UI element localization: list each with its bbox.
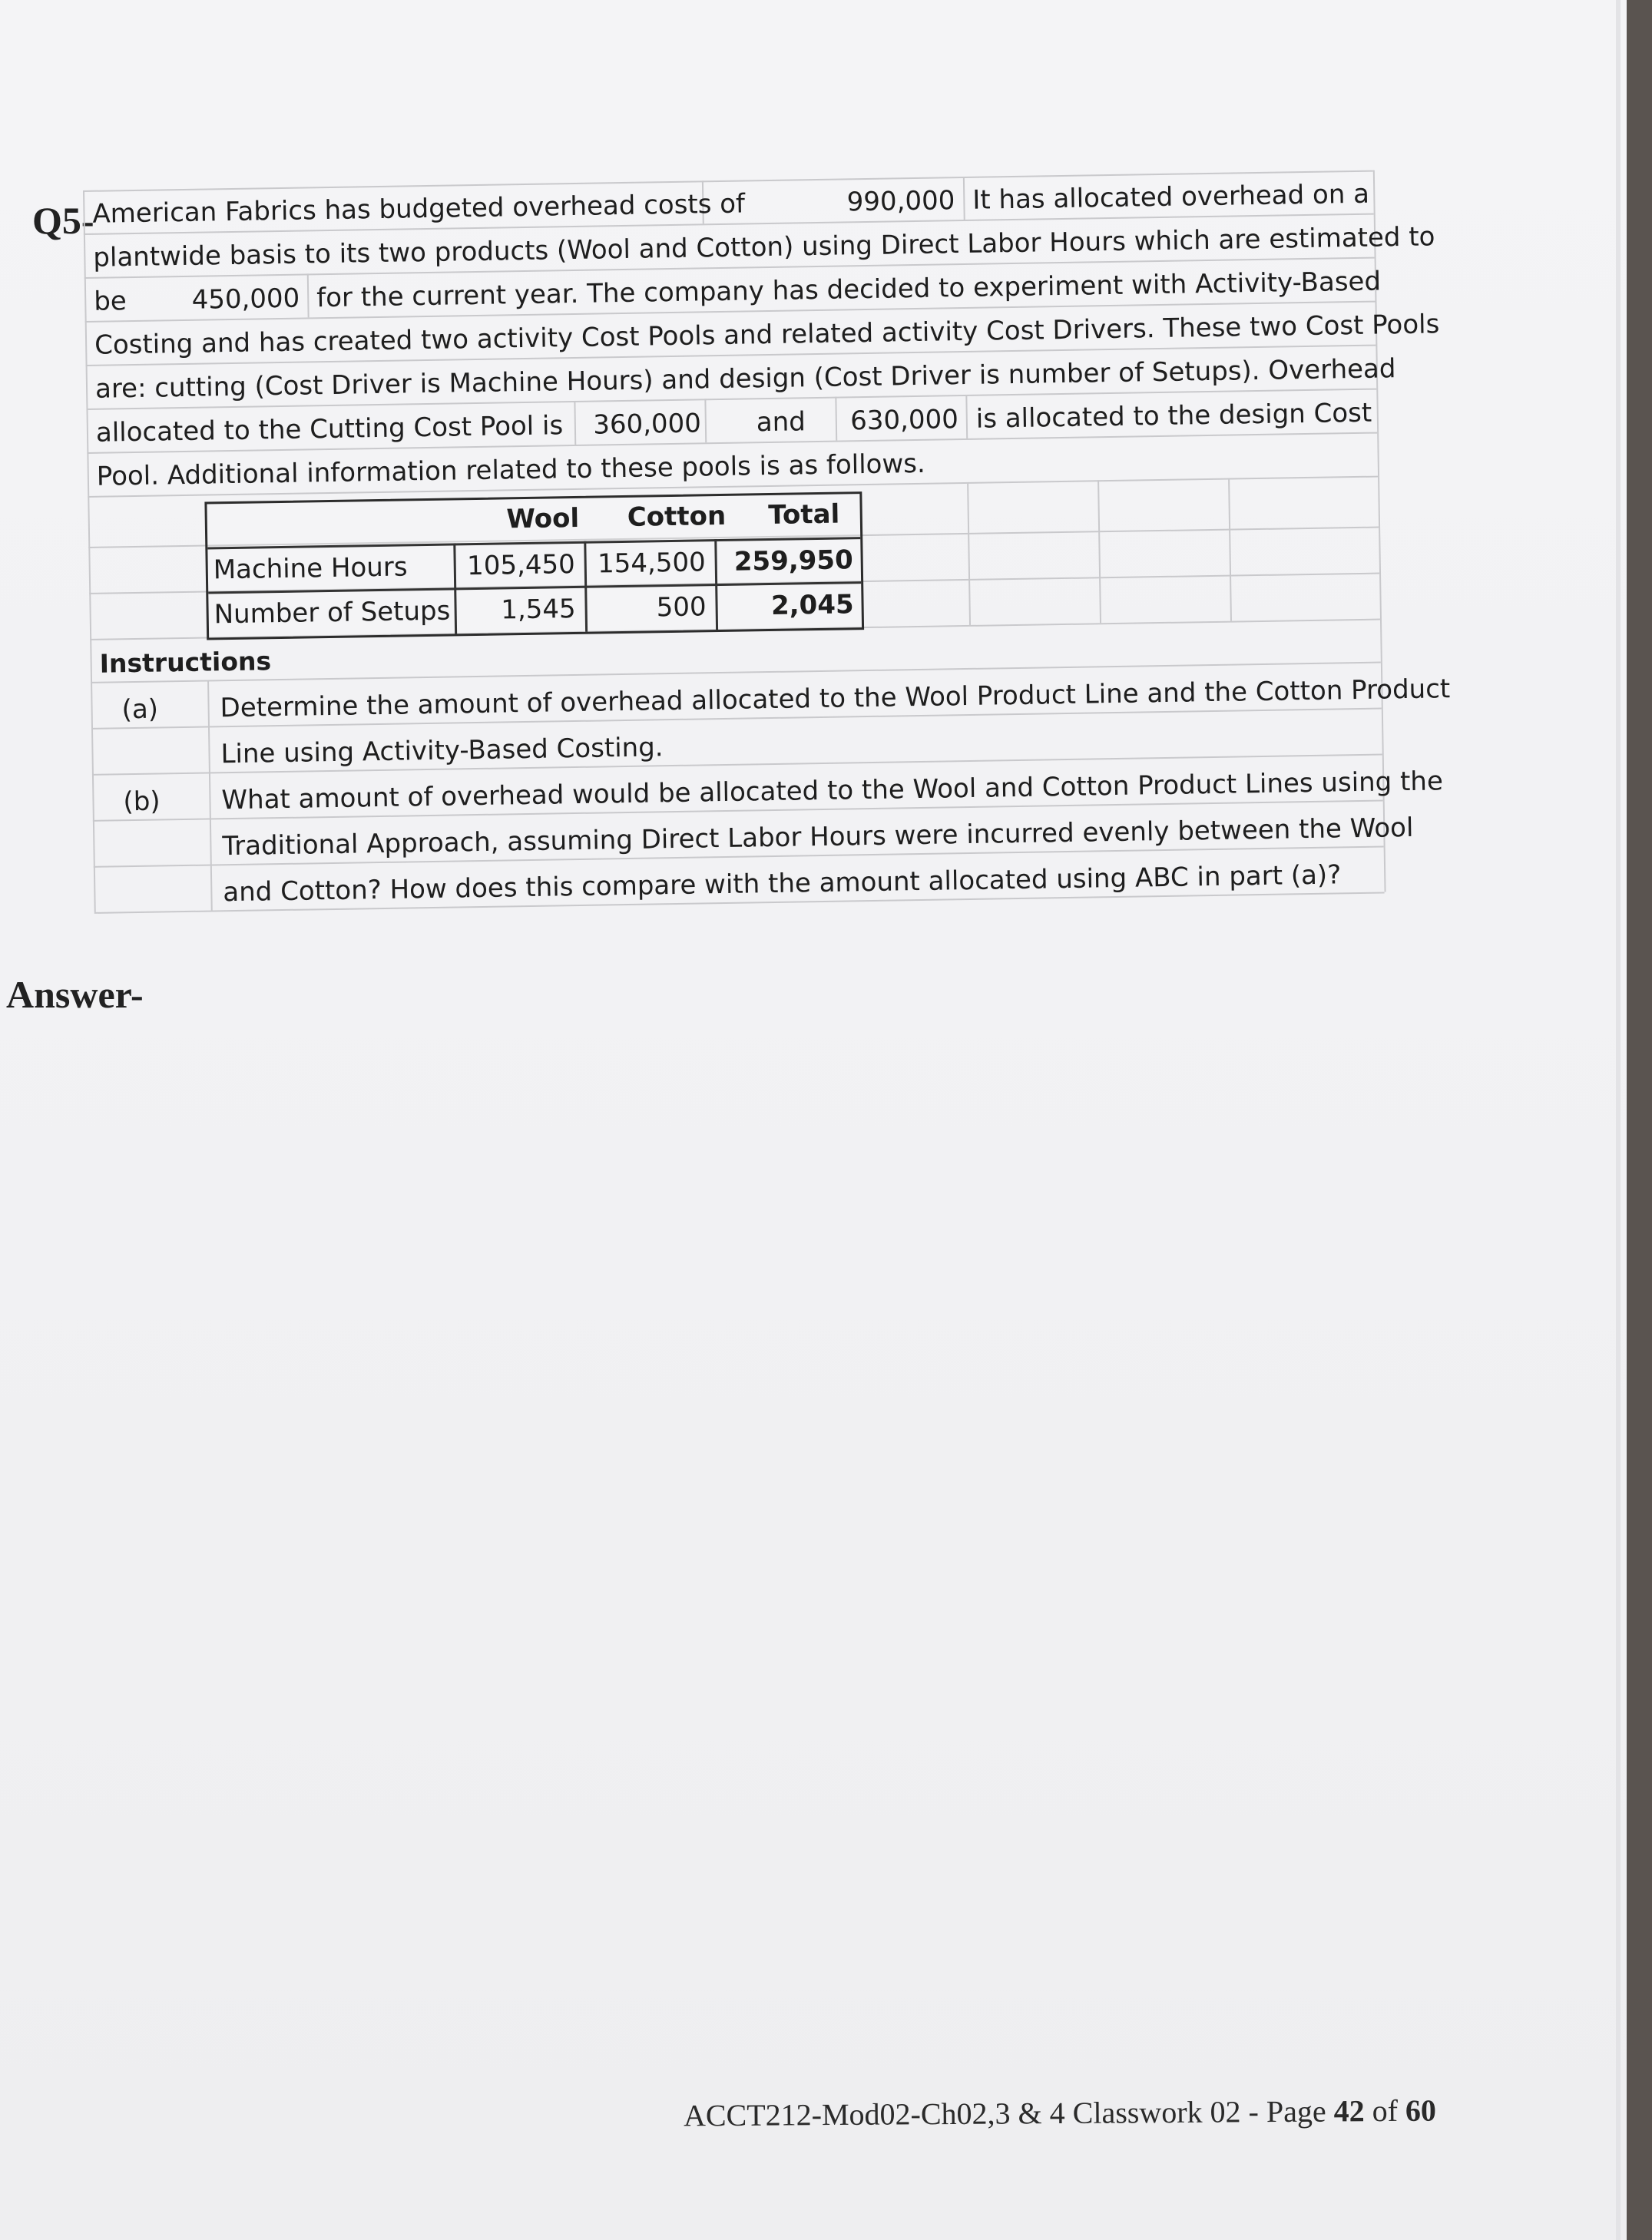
row-label-setups: Number of Setups: [214, 595, 451, 630]
instruction-b-line-2: Traditional Approach, assuming Direct Labor Hours were incurred evenly between the Wool: [222, 812, 1414, 862]
instruction-b-line-1: What amount of overhead would be allocated to the Wool and Cotton Product Lines using the: [221, 766, 1444, 816]
answer-label: Answer-: [6, 973, 144, 1016]
problem-text-line-6b: is allocated to the design Cost: [975, 397, 1372, 435]
instruction-a-label: (a): [121, 693, 159, 726]
footer-page-number: 42: [1333, 2093, 1365, 2129]
cell-setups-cotton: 500: [656, 591, 707, 624]
question-number: Q5-: [32, 199, 94, 242]
footer-course: ACCT212-Mod02-Ch02,3 & 4 Classwork 02 - Page: [683, 2093, 1326, 2133]
page-footer: [684, 2093, 1436, 2134]
instructions-heading: Instructions: [99, 646, 272, 679]
instruction-b-line-3: and Cotton? How does this compare with the amount allocated using ABC in part (a)?: [223, 859, 1342, 908]
problem-text-line-4: Costing and has created two activity Cost Pools and related activity Cost Drivers. These two Cost Pools: [94, 309, 1440, 361]
spreadsheet-block: [83, 170, 1451, 921]
problem-text-line-1a: American Fabrics has budgeted overhead costs of: [92, 188, 746, 230]
header-wool: Wool: [506, 502, 580, 535]
page-edge: [1616, 0, 1621, 2240]
instruction-b-label: (b): [123, 786, 161, 818]
cell-machine-hours-total: 259,950: [733, 544, 853, 577]
instruction-a-line-1: Determine the amount of overhead allocated to the Wool Product Line and the Cotton Product: [220, 673, 1451, 724]
problem-text-line-1b: It has allocated overhead on a: [972, 178, 1370, 216]
problem-text-line-3b: for the current year. The company has decided to experiment with Activity-Based: [316, 266, 1382, 314]
problem-text-line-7: Pool. Additional information related to these pools is as follows.: [96, 448, 926, 492]
footer-total-pages: 60: [1405, 2093, 1437, 2128]
and-text: and: [756, 406, 806, 438]
design-pool-value: 630,000: [849, 404, 959, 437]
cell-setups-wool: 1,545: [500, 593, 576, 626]
cell-machine-hours-cotton: 154,500: [597, 547, 707, 580]
direct-labor-hours-value: 450,000: [191, 283, 300, 316]
header-cotton: Cotton: [627, 500, 727, 533]
row-label-machine-hours: Machine Hours: [213, 551, 408, 586]
problem-text-line-5: are: cutting (Cost Driver is Machine Hours) and design (Cost Driver is number of Setups). Overhead: [94, 353, 1396, 405]
budgeted-overhead-value: 990,000: [846, 185, 955, 218]
instruction-a-line-2: Line using Activity-Based Costing.: [220, 732, 664, 770]
footer-of: of: [1372, 2093, 1399, 2129]
cutting-pool-value: 360,000: [592, 408, 702, 441]
problem-text-line-3a: be: [93, 286, 127, 317]
problem-text-line-6a: allocated to the Cutting Cost Pool is: [95, 410, 564, 448]
cell-machine-hours-wool: 105,450: [466, 548, 576, 582]
problem-text-line-2: plantwide basis to its two products (Wool and Cotton) using Direct Labor Hours which are estimated to: [93, 221, 1435, 273]
header-total: Total: [767, 498, 840, 531]
cell-setups-total: 2,045: [770, 589, 854, 621]
